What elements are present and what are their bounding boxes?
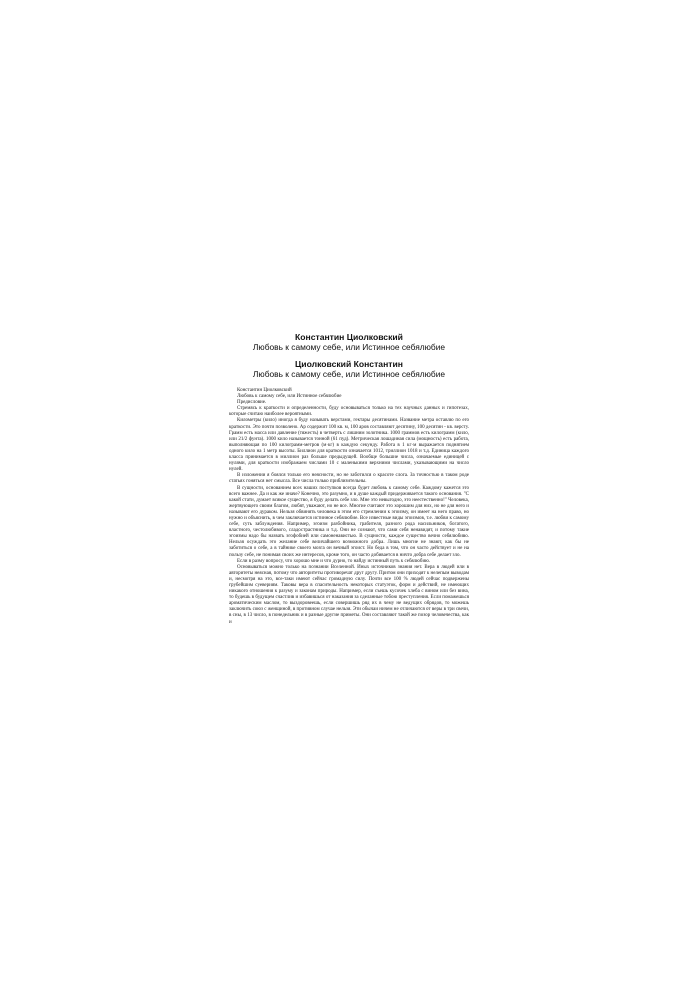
meta-title: Любовь к самому себе, или Истинное себялюбие [237, 394, 342, 400]
document-title: Константин Циолковский [295, 332, 403, 342]
document-page [229, 332, 469, 626]
paragraph: Если в разму вопросу, что хорошо мне и что дурно, то найду истинный путь к себялюбию. [237, 558, 431, 564]
paragraph: Основываться можно только на познании Вселенной. Иных источников знания нет. Вера в людей или в авторитеты неясная, потому что авторитеты противоречат друг другу. Притом они приходят к нелепым выводам и, несмотря на это, все-таки имеют сейчас громадную силу. Почти все 100 % людей сейчас подвержены грубейшим суевериям. Таковы вера в спасительность некоторых статуэток, форм и действий, не имеющих никакого отношения к разуму и законам природы. Например, если съешь кусочек хлеба с вином или без вина, то будешь в будущем счастлив и избавишься от наказания за сделанные тобою преступления. Если помажешься ароматическим маслом, то выздоровеешь, если совершишь ряд их в чему не ведущих обрядов, то можешь заключить союз с женщиной, в противном случае нельзя. Эти обычаи ничем не отличаются от веры в три свечи, в сны, в 13 число, в понедельник и в разные другие приметы. Они составляют такой же позор человечества, как и [229, 564, 469, 625]
document-body [229, 388, 469, 626]
paragraph: Километры (кило) иногда я буду называть верстами, гектары десятинами. Название метра оставлю по его краткости. Это почти позволено. Ар содержит 100 кв. м, 100 аров составляют десятину, 100 десятин - кв. версту. Грамм есть масса или давление (тяжесть) в четверть с лишним золотника. 1000 граммов есть килограмм (кило, или 21/2 фунта). 1000 кило называется тонной (61 пуд). Метрическая лошадиная сила (мощность) есть работа, выполняющая по 100 килограмм-метров (м·кг) в каждую секунду. Работа в 1 кг·м выражается поднятием одного кило на 1 метр высоты. Биллион для краткости означается 1012, триллион 1018 и т.д. Единица каждого класса принимается в миллион раз больше предыдущей. Вообще большие числа, означаемые единицей с нулями, для краткости изображаем числами 10 с маленькими верхними числами, указывающими на число нулей. [229, 418, 469, 473]
document-subtitle: Любовь к самому себе, или Истинное себялюбие [252, 342, 446, 352]
meta-author: Константин Циолковский [237, 388, 292, 393]
document-title-secondary: Циолковский Константин [295, 359, 403, 369]
document-subtitle-secondary: Любовь к самому себе, или Истинное себялюбие [252, 369, 446, 379]
paragraph: Стремясь к краткости и определенности, буду основываться только на тех научных данных и гипотезах, которые считаю наиболее вероятными. [229, 406, 469, 418]
preface-label: Предисловие. [237, 400, 267, 406]
paragraph: В сущности, основанием всех наших поступков всегда будет любовь к самому себе. Каждому кажется это всего важнее. Да и как же иначе? Конечно, это разумно, и в душе каждый придерживается такого основания. "С какой стати, думает всякое существо, я буду делать себе зло. Мне это невыгодно, это неестественно!" Человека, жертвующего своим благом, любят, уважают, но не все. Многие считают это хорошим для них, но не для него и называют его дураком. Нельзя обвинять человека в этом его стремлении к эгоизму, он имеет на него право, но нужно и объяснить, в чем заключается истинное себялюбие. Все известные виды эгоизмов, т.е. любви к самому себе, суть заблуждения. Например, эгоизм разбойника, грабителя, разного рода насильников, богатого, властного, честолюбивого, сладострастника и т.д. Они не сознают, что сами себя ненавидят, и потому такие эгоизмы надо бы назвать эгофобией или самоненавистью. В сущности, каждое существо вечно себялюбиво. Нельзя осуждать это желание себе величайшего возможного добра. Лишь многие не знают, как бы не заботиться о себе, а в тайнике своего мозга он вечный эгоист. Но беда в том, что он часто действует и не на пользу себе, не понимая своих же интересов, кроме того, он часто добивается в ничто добра себе делает зло. [229, 485, 469, 558]
paragraph: В изложении я боялся только его неясности, но не заботился о красоте слога. За точностью в таком роде статьях гоняться нет смысла. Все числа только приблизительны. [229, 473, 469, 485]
